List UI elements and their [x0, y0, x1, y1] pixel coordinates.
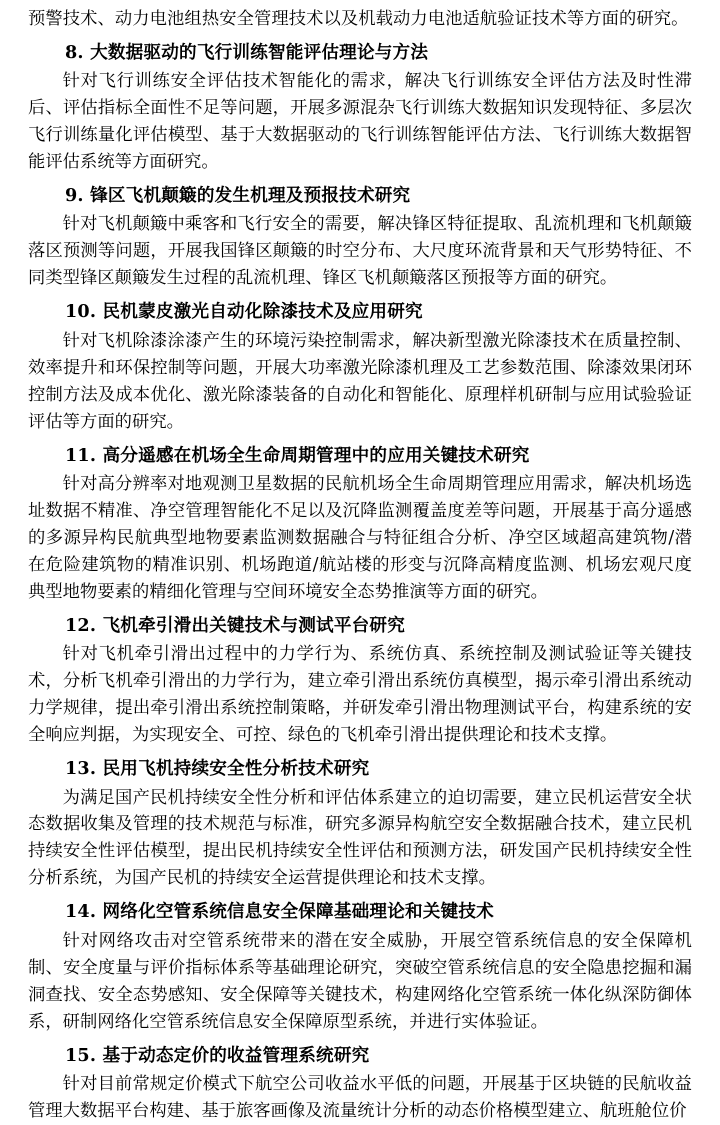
item-number-13: 13. — [64, 758, 97, 780]
continuation-paragraph: 预警技术、动力电池组热安全管理技术以及机载动力电池适航验证技术等方面的研究。 — [28, 9, 689, 29]
item-heading-10 — [28, 299, 692, 325]
item-title-14: 网络化空管系统信息安全保障基础理论和关键技术 — [102, 901, 494, 923]
item-body-13: 为满足国产民机持续安全性分析和评估体系建立的迫切需要，建立民机运营安全状态数据收集及管理的技术规范与标准，研究多源异构航空安全数据融合技术，建立民机持续安全性评估模型，提出民机持续安全性评估和预测方法，研发国产民机持续安全性分析系统，为国产民机的持续安全运营提供理论和技术支撑。 — [28, 787, 692, 889]
item-body-11: 针对高分辨率对地观测卫星数据的民航机场全生命周期管理应用需求，解决机场选址数据不精准、净空管理智能化不足以及沉降监测覆盖度差等问题，开展基于高分遥感的多源异构民航典型地物要素监测数据融合与特征组合分析、净空区域超高建筑物/潜在危险建筑物的精准识别、机场跑道/航站楼的形变与沉降高精度监测、机场宏观尺度典型地物要素的精细化管理与空间环境安全态势推演等方面的研究。 — [28, 474, 692, 602]
item-heading-8 — [28, 40, 692, 66]
item-title-8: 大数据驱动的飞行训练智能评估理论与方法 — [90, 41, 429, 63]
item-number-12: 12. — [64, 614, 97, 636]
item-title-10: 民机蒙皮激光自动化除漆技术及应用研究 — [102, 301, 423, 323]
item-title-9: 锋区飞机颠簸的发生机理及预报技术研究 — [90, 185, 411, 207]
item-number-11: 11. — [64, 444, 97, 466]
item-title-15: 基于动态定价的收益管理系统研究 — [102, 1044, 370, 1066]
item-title-13: 民用飞机持续安全性分析技术研究 — [102, 758, 370, 780]
item-heading-14 — [28, 899, 692, 925]
item-heading-11 — [28, 443, 692, 469]
item-heading-9 — [28, 183, 692, 209]
item-heading-15 — [28, 1043, 692, 1069]
item-number-14: 14. — [64, 901, 97, 923]
item-body-10: 针对飞机除漆涂漆产生的环境污染控制需求，解决新型激光除漆技术在质量控制、效率提升和环保控制等问题，开展大功率激光除漆机理及工艺参数范围、除漆效果闭环控制方法及成本优化、激光除漆装备的自动化和智能化、原理样机研制与应用试验验证评估等方面的研究。 — [28, 330, 692, 432]
item-title-11: 高分遥感在机场全生命周期管理中的应用关键技术研究 — [102, 444, 530, 466]
item-number-9: 9. — [64, 185, 84, 207]
item-title-12: 飞机牵引滑出关键技术与测试平台研究 — [102, 614, 405, 636]
item-body-12: 针对飞机牵引滑出过程中的力学行为、系统仿真、系统控制及测试验证等关键技术，分析飞机牵引滑出的力学行为，建立牵引滑出系统仿真模型，揭示牵引滑出系统动力学规律，提出牵引滑出系统控制策略，并研发牵引滑出物理测试平台，构建系统的安全响应判据，为实现安全、可控、绿色的飞机牵引滑出提供理论和技术支撑。 — [28, 644, 692, 746]
item-body-15: 针对目前常规定价模式下航空公司收益水平低的问题，开展基于区块链的民航收益管理大数据平台构建、基于旅客画像及流量统计分析的动态价格模型建立、航班舱位价 — [28, 1074, 692, 1122]
item-body-8: 针对飞行训练安全评估技术智能化的需求，解决飞行训练安全评估方法及时性滞后、评估指标全面性不足等问题，开展多源混杂飞行训练大数据知识发现特征、多层次飞行训练量化评估模型、基于大数据驱动的飞行训练智能评估方法、飞行训练大数据智能评估系统等方面研究。 — [28, 71, 692, 173]
item-body-14: 针对网络攻击对空管系统带来的潜在安全威胁，开展空管系统信息的安全保障机制、安全度量与评价指标体系等基础理论研究，突破空管系统信息的安全隐患挖掘和漏洞查找、安全态势感知、安全保障等关键技术，构建网络化空管系统一体化纵深防御体系，研制网络化空管系统信息安全保障原型系统，并进行实体验证。 — [28, 930, 692, 1032]
item-number-8: 8. — [64, 41, 84, 63]
item-number-15: 15. — [64, 1044, 97, 1066]
item-body-9: 针对飞机颠簸中乘客和飞行安全的需要，解决锋区特征提取、乱流机理和飞机颠簸落区预测等问题，开展我国锋区颠簸的时空分布、大尺度环流背景和天气形势特征、不同类型锋区颠簸发生过程的乱流机理、锋区飞机颠簸落区预报等方面的研究。 — [28, 214, 692, 289]
item-heading-12 — [28, 613, 692, 639]
item-number-10: 10. — [64, 301, 97, 323]
item-heading-13 — [28, 756, 692, 782]
